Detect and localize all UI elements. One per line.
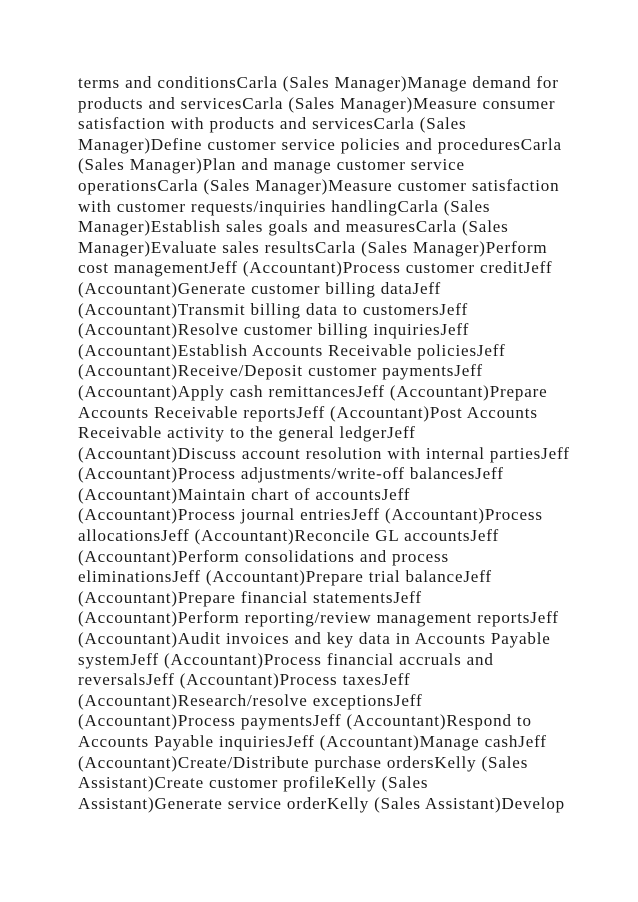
text-line: with customer requests/inquiries handlingCarla (Sales xyxy=(78,196,491,216)
text-line: allocationsJeff (Accountant)Reconcile GL accountsJeff xyxy=(78,526,499,546)
text-line: (Accountant)Resolve customer billing inquiriesJeff xyxy=(78,320,470,340)
text-line: (Accountant)Generate customer billing dataJeff xyxy=(78,278,442,298)
text-line: systemJeff (Accountant)Process financial accruals and xyxy=(78,649,494,669)
text-line: Assistant)Create customer profileKelly (Sales xyxy=(78,773,429,793)
text-line: (Accountant)Transmit billing data to customersJeff xyxy=(78,299,468,319)
text-line: (Accountant)Discuss account resolution with internal partiesJeff xyxy=(78,443,570,463)
text-line: (Accountant)Process journal entriesJeff (Accountant)Process xyxy=(78,505,543,525)
text-line: Accounts Receivable reportsJeff (Accountant)Post Accounts xyxy=(78,402,538,422)
body-text xyxy=(78,73,598,814)
text-line: Manager)Establish sales goals and measuresCarla (Sales xyxy=(78,217,509,237)
text-line: eliminationsJeff (Accountant)Prepare trial balanceJeff xyxy=(78,567,492,587)
text-line: (Accountant)Audit invoices and key data in Accounts Payable xyxy=(78,629,551,649)
text-line: (Accountant)Perform consolidations and process xyxy=(78,546,449,566)
text-line: (Accountant)Apply cash remittancesJeff (Accountant)Prepare xyxy=(78,381,548,401)
text-line: Accounts Payable inquiriesJeff (Accountant)Manage cashJeff xyxy=(78,732,547,751)
text-line: terms and conditionsCarla (Sales Manager)Manage demand for xyxy=(78,73,559,92)
text-line: satisfaction with products and servicesCarla (Sales xyxy=(78,114,467,134)
text-line: (Accountant)Create/Distribute purchase ordersKelly (Sales xyxy=(78,752,529,772)
text-line: (Accountant)Research/resolve exceptionsJeff xyxy=(78,690,423,710)
text-line: Manager)Evaluate sales resultsCarla (Sales Manager)Perform xyxy=(78,237,548,257)
text-line: (Accountant)Maintain chart of accountsJeff xyxy=(78,484,411,504)
text-line: Manager)Define customer service policies and proceduresCarla xyxy=(78,134,562,154)
text-line: products and servicesCarla (Sales Manager)Measure consumer xyxy=(78,93,556,113)
text-line: (Accountant)Prepare financial statementsJeff xyxy=(78,587,422,607)
text-line: (Sales Manager)Plan and manage customer service xyxy=(78,155,465,175)
text-line: reversalsJeff (Accountant)Process taxesJeff xyxy=(78,670,411,690)
text-line: operationsCarla (Sales Manager)Measure customer satisfaction xyxy=(78,175,560,195)
text-line: (Accountant)Process paymentsJeff (Accountant)Respond to xyxy=(78,711,532,731)
text-line: (Accountant)Receive/Deposit customer paymentsJeff xyxy=(78,361,483,381)
text-line: (Accountant)Establish Accounts Receivable policiesJeff xyxy=(78,340,506,360)
text-line: Receivable activity to the general ledgerJeff xyxy=(78,423,416,443)
text-line: Assistant)Generate service orderKelly (Sales Assistant)Develop xyxy=(78,793,566,813)
text-line: (Accountant)Process adjustments/write-off balancesJeff xyxy=(78,464,504,484)
text-line: cost managementJeff (Accountant)Process customer creditJeff xyxy=(78,258,553,278)
text-line: (Accountant)Perform reporting/review management reportsJeff xyxy=(78,608,559,628)
